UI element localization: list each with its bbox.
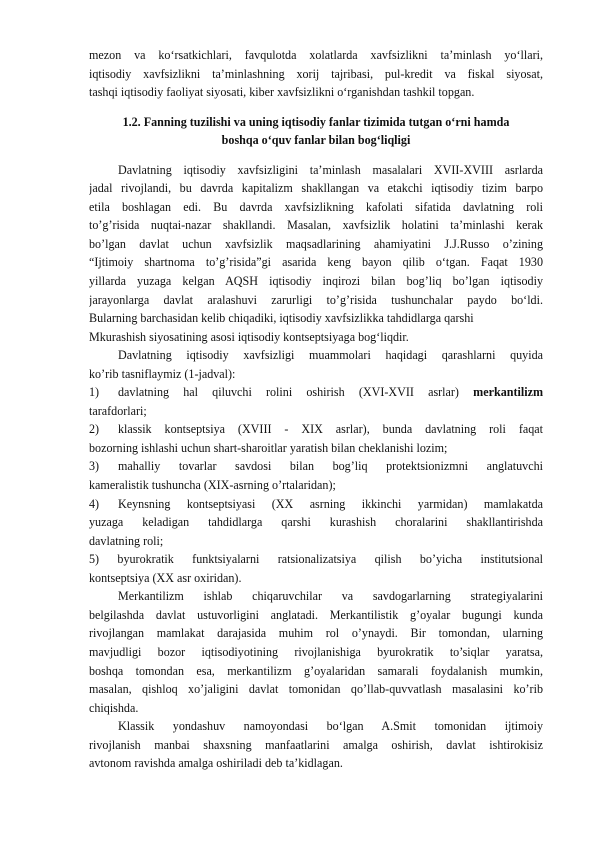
list-item-text: davlatning hal qiluvchi rolini oshirish (XVI-XVII asrlar) (118, 385, 459, 400)
text-line: mavjudligi bozor iqtisodiyotining rivojlanishiga byurokratik to’siqlar yaratsa, (89, 644, 543, 659)
list-item-text: klassik kontseptsiya (XVIII - XIX asrlar), bunda davlatning roli faqat (118, 422, 543, 437)
paragraph-first-line: Merkantilizm ishlab chiqaruvchilar va savdogarlarning strategiyalarini (118, 589, 543, 604)
text-line: davlatning roli; (89, 533, 164, 548)
text-line: jarayonlarga davlat aralashuvi zarurligi to’g’risida tushunchalar paydo bo‘ldi. (89, 292, 543, 307)
text-line: kontseptsiya (XX asr oxiridan). (89, 570, 242, 585)
text-line: avtonom ravishda amalga oshiriladi deb ta’kidlagan. (89, 756, 343, 771)
text-line: iqtisodiy xavfsizlikni ta’minlashning xorij tajribasi, pul-kredit va fiskal siyosat, (89, 66, 543, 81)
text-line: yuzaga keladigan tahdidlarga qarshi kurashish choralarini shakllantirishda (89, 515, 543, 530)
list-item-text: Keynsning kontseptsiyasi (XX asrning ikkinchi yarmidan) mamlakatda (118, 496, 543, 511)
paragraph-first-line: Davlatning iqtisodiy xavfsizligi muammolari haqidagi qarashlarni quyida (118, 348, 543, 363)
text-line: Bularning barchasidan kelib chiqadiki, iqtisodiy xavfsizlikka tahdidlarga qarshi (89, 311, 474, 326)
list-item (89, 457, 543, 476)
list-item (89, 383, 543, 402)
text-line: mezon va ko‘rsatkichlari, favqulotda xolatlarda xavfsizlikni ta’minlash yo‘llari, (89, 48, 543, 62)
text-line: tarafdorlari; (89, 403, 147, 418)
text-line: etila boshlagan edi. Bu davrda xavfsizlikning kafolati sifatida davlatning roli (89, 199, 543, 214)
section-heading: boshqa o‘quv fanlar bilan bog‘liqligi (221, 133, 411, 148)
text-line: rivojlangan mamlakat darajasida muhim rol o’ynaydi. Bir tomondan, ularning (89, 626, 543, 641)
text-line: “Ijtimoiy shartnoma to’g’risida”gi asarida keng bayon qilib o‘tgan. Faqat 1930 (89, 255, 543, 270)
list-item: 5) byurokratik funktsiyalarni ratsionalizatsiya qilish bo’yicha institutsional (89, 552, 543, 567)
list-item-text: mahalliy tovarlar savdosi bilan bog’liq protektsionizmni anglatuvchi (118, 459, 543, 474)
text-line: belgilashda davlat ustuvorligini anglatadi. Merkantilistik g’oyalar bugungi kunda (89, 607, 543, 622)
text-line: chiqishda. (89, 700, 139, 715)
text-line: masalan, qishloq xo’jaligini davlat tomonidan qo’llab-quvvatlash masalasini ko’rib (89, 682, 543, 697)
document-page (89, 46, 543, 773)
bold-term: merkantilizm (473, 385, 543, 400)
text-line: bo’lgan davlat uchun xavfsizlik maqsadlarining ahamiyatini J.J.Russo o’zining (89, 236, 543, 251)
text-line: jadal rivojlandi, bu davrda kapitalizm shakllangan va etakchi iqtisodiy tizim barpo (89, 181, 543, 196)
text-line: to’g’risida nuqtai-nazar shakllandi. Masalan, xavfsizlik holatini ta’minlashi kerak (89, 218, 543, 233)
list-item (89, 495, 543, 514)
text-line: rivojlanish manbai shaxsning manfaatlarini amalga oshirish, davlat ishtirokisiz (89, 737, 543, 752)
text-line: yillarda yuzaga kelgan AQSH iqtisodiy inqirozi bilan bog’liq bo’lgan iqtisodiy (89, 274, 543, 289)
text-line: tashqi iqtisodiy faoliyat siyosati, kiber xavfsizlikni o‘rganishdan tashkil topgan. (89, 85, 475, 100)
text-line: boshqa tomondan esa, merkantilizm g’oyalaridan samarali foydalanish mumkin, (89, 663, 543, 678)
list-number: 2) (89, 422, 100, 437)
paragraph-first-line: Davlatning iqtisodiy xavfsizligini ta’minlash masalalari XVII-XVIII asrlarda (118, 162, 543, 177)
paragraph-first-line: Klassik yondashuv namoyondasi bo‘lgan A.Smit tomonidan ijtimoiy (118, 719, 543, 734)
text-line: kameralistik tushuncha (XIX-asrning o’rtalaridan); (89, 478, 336, 493)
list-number: 4) (89, 496, 100, 511)
list-item (89, 420, 543, 439)
list-number: 3) (89, 459, 100, 474)
text-line: Mkurashish siyosatining asosi iqtisodiy kontseptsiyaga bog‘liqdir. (89, 329, 409, 344)
list-number: 1) (89, 385, 100, 400)
text-line: ko’rib tasniflaymiz (1-jadval): (89, 366, 236, 381)
text-line: bozorning ishlashi uchun shart-sharoitlar yaratish bilan cheklanishi lozim; (89, 440, 448, 455)
section-heading: 1.2. Fanning tuzilishi va uning iqtisodiy fanlar tizimida tutgan o‘rni hamda (122, 114, 510, 129)
